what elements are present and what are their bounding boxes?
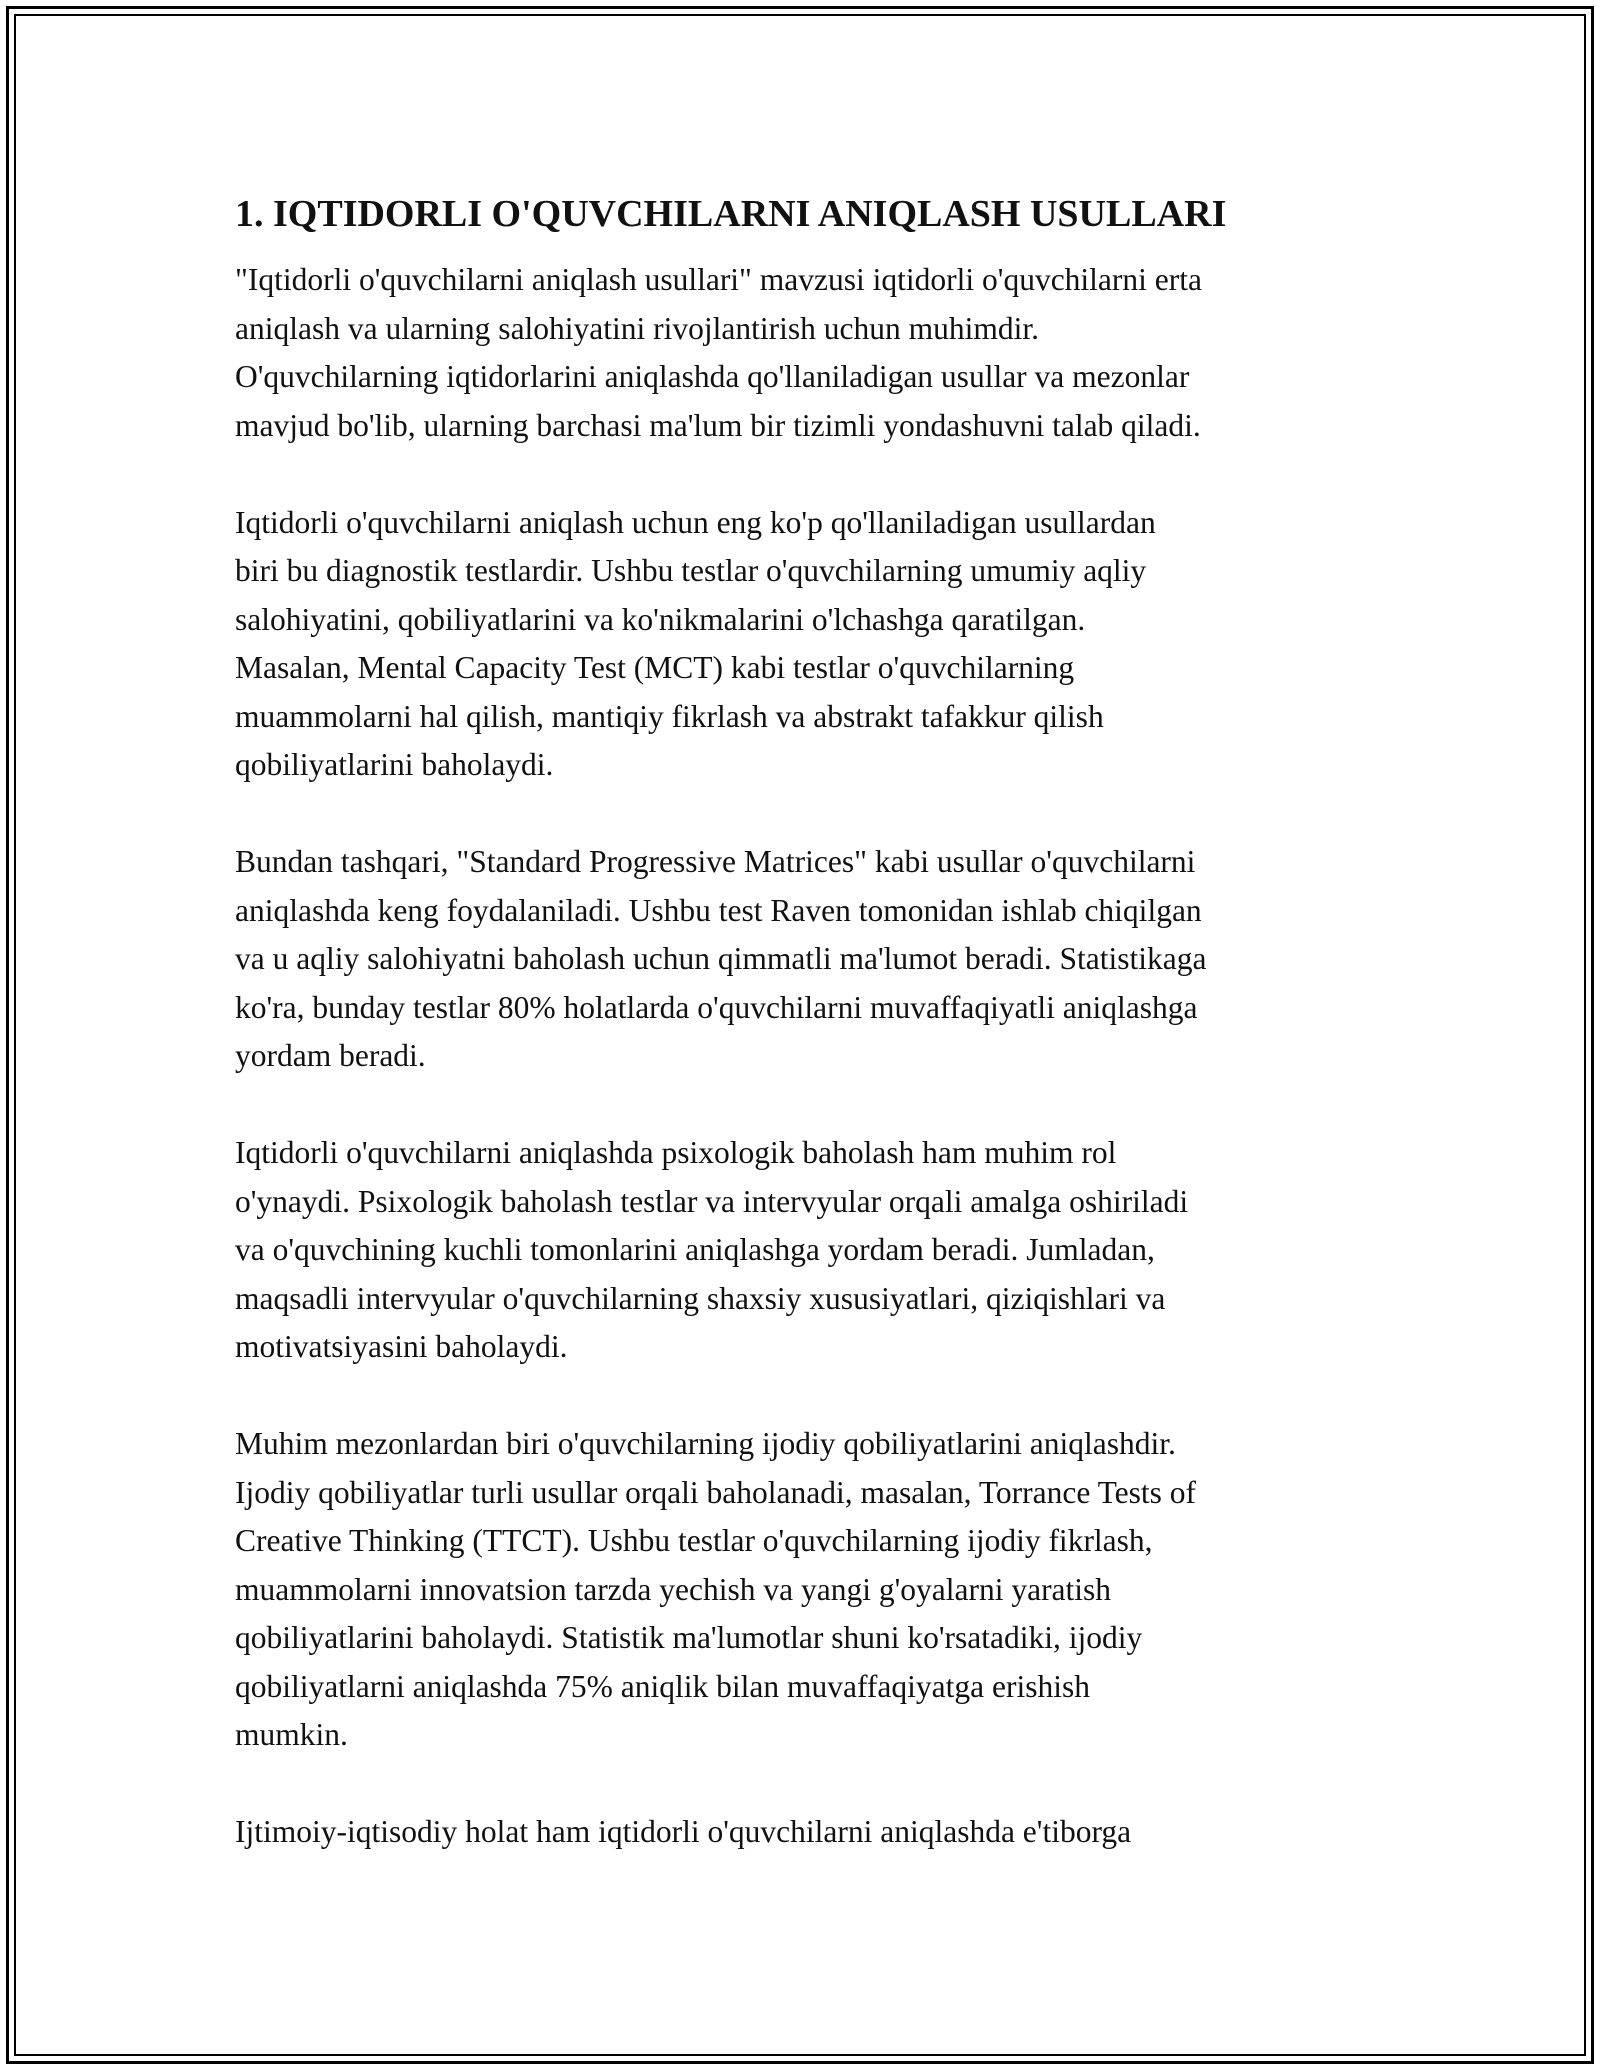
text-line: qobiliyatlarini baholaydi. Statistik ma'lumotlar shuni ko'rsatadiki, ijodiy [235, 1620, 1143, 1655]
text-line: o'ynaydi. Psixologik baholash testlar va intervyular orqali amalga oshiriladi [235, 1183, 1189, 1219]
text-line: Masalan, Mental Capacity Test (MCT) kabi testlar o'quvchilarning [235, 650, 1075, 685]
section-heading: 1. IQTIDORLI O'QUVCHILARNI ANIQLASH USULLARI [235, 193, 1227, 235]
text-line: salohiyatini, qobiliyatlarini va ko'nikmalarini o'lchashga qaratilgan. [235, 601, 1086, 637]
text-line: muammolarni innovatsion tarzda yechish va yangi g'oyalarni yaratish [235, 1571, 1112, 1607]
text-line: O'quvchilarning iqtidorlarini aniqlashda qo'llaniladigan usullar va mezonlar [235, 359, 1190, 394]
text-line: biri bu diagnostik testlardir. Ushbu testlar o'quvchilarning umumiy aqliy [235, 553, 1147, 588]
text-line: qobiliyatlarini baholaydi. [235, 747, 554, 782]
text-line: ko'ra, bunday testlar 80% holatlarda o'quvchilarni muvaffaqiyatli aniqlashga [235, 989, 1198, 1025]
text-line: motivatsiyasini baholaydi. [235, 1329, 568, 1364]
text-line: maqsadli intervyular o'quvchilarning shaxsiy xususiyatlari, qiziqishlari va [235, 1280, 1166, 1316]
paragraph-6 [235, 1808, 1375, 1857]
text-line: va o'quvchining kuchli tomonlarini aniqlashga yordam beradi. Jumladan, [235, 1232, 1155, 1267]
text-line: Ijtimoiy-iqtisodiy holat ham iqtidorli o'quvchilarni aniqlashda e'tiborga [235, 1814, 1132, 1849]
text-line: Iqtidorli o'quvchilarni aniqlashda psixologik baholash ham muhim rol [235, 1135, 1117, 1170]
text-line: Bundan tashqari, "Standard Progressive Matrices" kabi usullar o'quvchilarni [235, 844, 1196, 879]
document-body [235, 190, 1375, 1905]
text-line: Iqtidorli o'quvchilarni aniqlash uchun eng ko'p qo'llaniladigan usullardan [235, 504, 1156, 540]
text-line: Muhim mezonlardan biri o'quvchilarning ijodiy qobiliyatlarini aniqlashdir. [235, 1426, 1176, 1461]
text-line: va u aqliy salohiyatni baholash uchun qimmatli ma'lumot beradi. Statistikaga [235, 941, 1207, 976]
text-line: mumkin. [235, 1717, 348, 1752]
text-line: muammolarni hal qilish, mantiqiy fikrlash va abstrakt tafakkur qilish [235, 698, 1104, 734]
text-line: aniqlashda keng foydalaniladi. Ushbu test Raven tomonidan ishlab chiqilgan [235, 892, 1202, 928]
paragraph-4 [235, 1129, 1375, 1372]
paragraph-2 [235, 499, 1375, 790]
text-line: aniqlash va ularning salohiyatini rivojlantirish uchun muhimdir. [235, 310, 1040, 346]
text-line: mavjud bo'lib, ularning barchasi ma'lum bir tizimli yondashuvni talab qiladi. [235, 407, 1201, 443]
text-line: Creative Thinking (TTCT). Ushbu testlar o'quvchilarning ijodiy fikrlash, [235, 1523, 1153, 1558]
text-line: yordam beradi. [235, 1038, 426, 1073]
text-line: qobiliyatlarni aniqlashda 75% aniqlik bilan muvaffaqiyatga erishish [235, 1668, 1090, 1704]
text-line: Ijodiy qobiliyatlar turli usullar orqali baholanadi, masalan, Torrance Tests of [235, 1474, 1197, 1510]
paragraph-5 [235, 1420, 1375, 1760]
paragraph-1 [235, 256, 1375, 450]
paragraph-3 [235, 838, 1375, 1081]
text-line: "Iqtidorli o'quvchilarni aniqlash usullari" mavzusi iqtidorli o'quvchilarni erta [235, 262, 1202, 297]
